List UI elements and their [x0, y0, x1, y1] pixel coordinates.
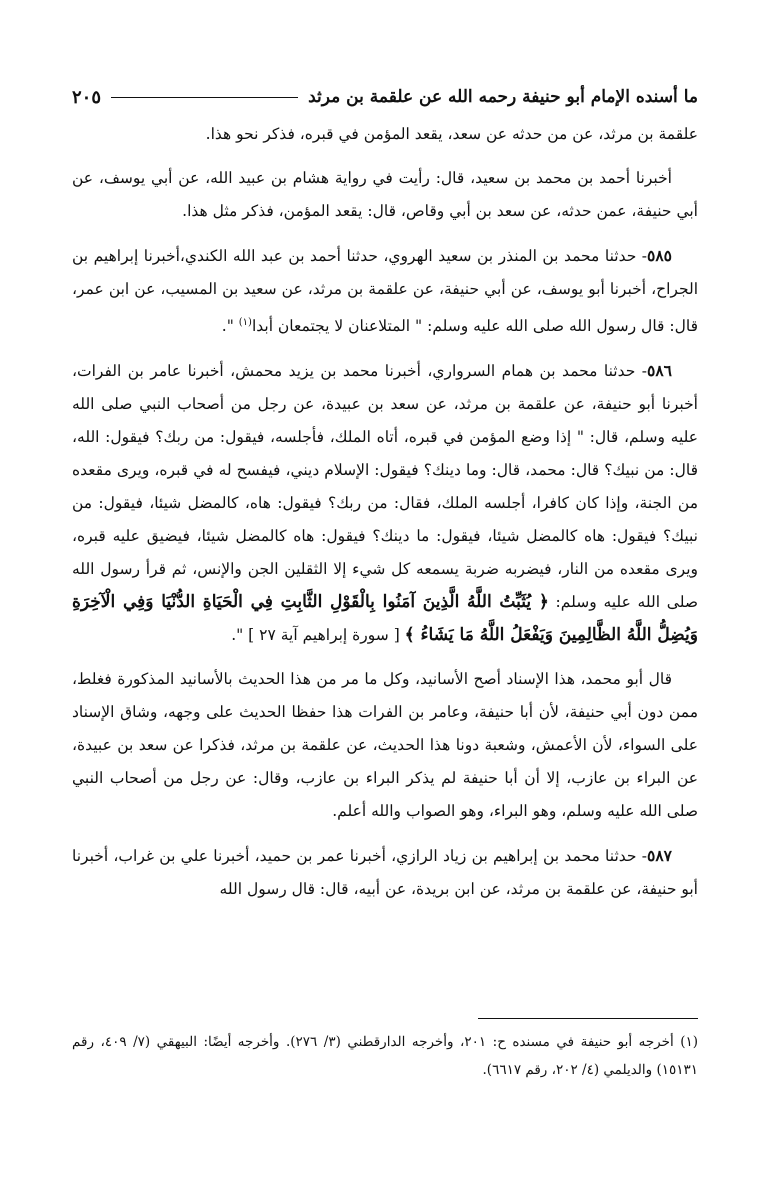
hadith-text: - حدثنا محمد بن إبراهيم بن زياد الرازي، أخبرنا عمر بن حميد، أخبرنا علي بن غراب، أخبرنا أبو حنيفة، عن علقمة بن مرثد، عن ابن بريدة، عن أبيه، قال: قال رسول الله [72, 847, 698, 899]
main-text [72, 118, 698, 917]
page-header [72, 80, 698, 114]
footnote: (١) أخرجه أبو حنيفة في مسنده ح: ٢٠١، وأخرجه الدارقطني (٣/ ٢٧٦). وأخرجه أيضًا: البيهقي (٧/ ٤٠٩، رقم ١٥١٣١) والديلمي (٤/ ٢٠٢، رقم ٦٦١٧). [72, 1034, 699, 1078]
verse-citation: [ سورة إبراهيم آية ٢٧ ] ". [231, 626, 405, 645]
hadith-number: ٥٨٧ [647, 846, 672, 866]
page-number: ٢٠٥ [72, 86, 102, 108]
paragraph: علقمة بن مرثد، عن من حدثه عن سعد، يقعد المؤمن في قبره، فذكر نحو هذا. [205, 125, 698, 143]
paragraph: أخبرنا أحمد بن محمد بن سعيد، قال: رأيت في رواية هشام بن عبيد الله، عن أبي يوسف، عن أبي حنيفة، عمن حدثه، عن سعد بن أبي وقاص، قال: يقعد المؤمن، فذكر مثل هذا. [72, 169, 698, 220]
hadith-text: - حدثنا محمد بن همام السرواري، أخبرنا محمد بن يزيد محمش، أخبرنا عامر بن الفرات، أخبرنا أبو حنيفة، عن علقمة بن مرثد، عن سعد بن عبيدة، عن رجل من أصحاب النبي صلى الله عليه وسلم، قال: " إذا وضع المؤمن في قبره، أتاه الملك، فأجلسه، فيقول: من ربك؟ فيقول: الله، قال: من نبيك؟ قال: محمد، قال: وما دينك؟ فيقول: الإسلام ديني، فيفسح له في قبره، ويرى مقعده من الجنة، وإذا كان كافرا، أجلسه الملك، فقال: من ربك؟ فيقول: هاه، كالمضل شيئا، فيقول: من نبيك؟ فيقول: هاه كالمضل شيئا، فيقول: ما دينك؟ فيقول: هاه كالمضل شيئا، فيضيق عليه قبره، ويرى مقعده من النار، فيضربه ضربة يسمعه كل شيء إلا الثقلين الجن والإنس، ثم قرأ رسول الله صلى الله عليه وسلم: [72, 362, 698, 612]
running-title: ما أسنده الإمام أبو حنيفة رحمه الله عن علقمة بن مرثد [308, 87, 698, 107]
hadith-587 [72, 839, 698, 906]
footnotes [72, 1028, 698, 1084]
footnote-reference[interactable]: (١) [238, 317, 252, 328]
footnote-separator [478, 1018, 698, 1019]
hadith-586 [72, 354, 698, 652]
commentary: قال أبو محمد، هذا الإسناد أصح الأسانيد، وكل ما مر من هذا الحديث بالأسانيد المذكورة فغلط، ممن دون أبي حنيفة، لأن أبا حنيفة، وعامر بن الفرات هذا حفظا الحديث على وجهه، وشاق الإسناد على السواء، لأن الأعمش، وشعبة دونا هذا الحديث، عن علقمة بن مرثد، فذكرا عن سعد بن عبيدة، عن البراء بن عازب، إلا أن أبا حنيفة لم يذكر البراء بن عازب، وقال: عن رجل من أصحاب النبي صلى الله عليه وسلم، وهو البراء، وهو الصواب والله أعلم. [72, 670, 698, 821]
hadith-text: - حدثنا محمد بن المنذر بن سعيد الهروي، حدثنا أحمد بن عبد الله الكندي،أخبرنا إبراهيم بن الجراح، أخبرنا أبو يوسف، عن أبي حنيفة، عن علقمة بن مرثد، عن سعيد بن المسيب، عن ابن عمر، قال: قال رسول الله صلى الله عليه وسلم: " المتلاعنان لا يجتمعان أبدا [72, 247, 698, 336]
header-rule [111, 97, 298, 98]
quran-verse: ﴿ يُثَبِّتُ اللَّهُ الَّذِينَ آمَنُوا بِالْقَوْلِ الثَّابِتِ فِي الْحَيَاةِ الدُّنْيَا وَفِي الْآخِرَةِ وَيُضِلُّ اللَّهُ الظَّالِمِينَ وَيَفْعَلُ اللَّهُ مَا يَشَاءُ ﴾ [72, 592, 698, 646]
hadith-number: ٥٨٦ [647, 361, 672, 381]
hadith-585 [72, 239, 698, 343]
hadith-text-end: ". [221, 317, 239, 336]
hadith-number: ٥٨٥ [647, 246, 672, 265]
